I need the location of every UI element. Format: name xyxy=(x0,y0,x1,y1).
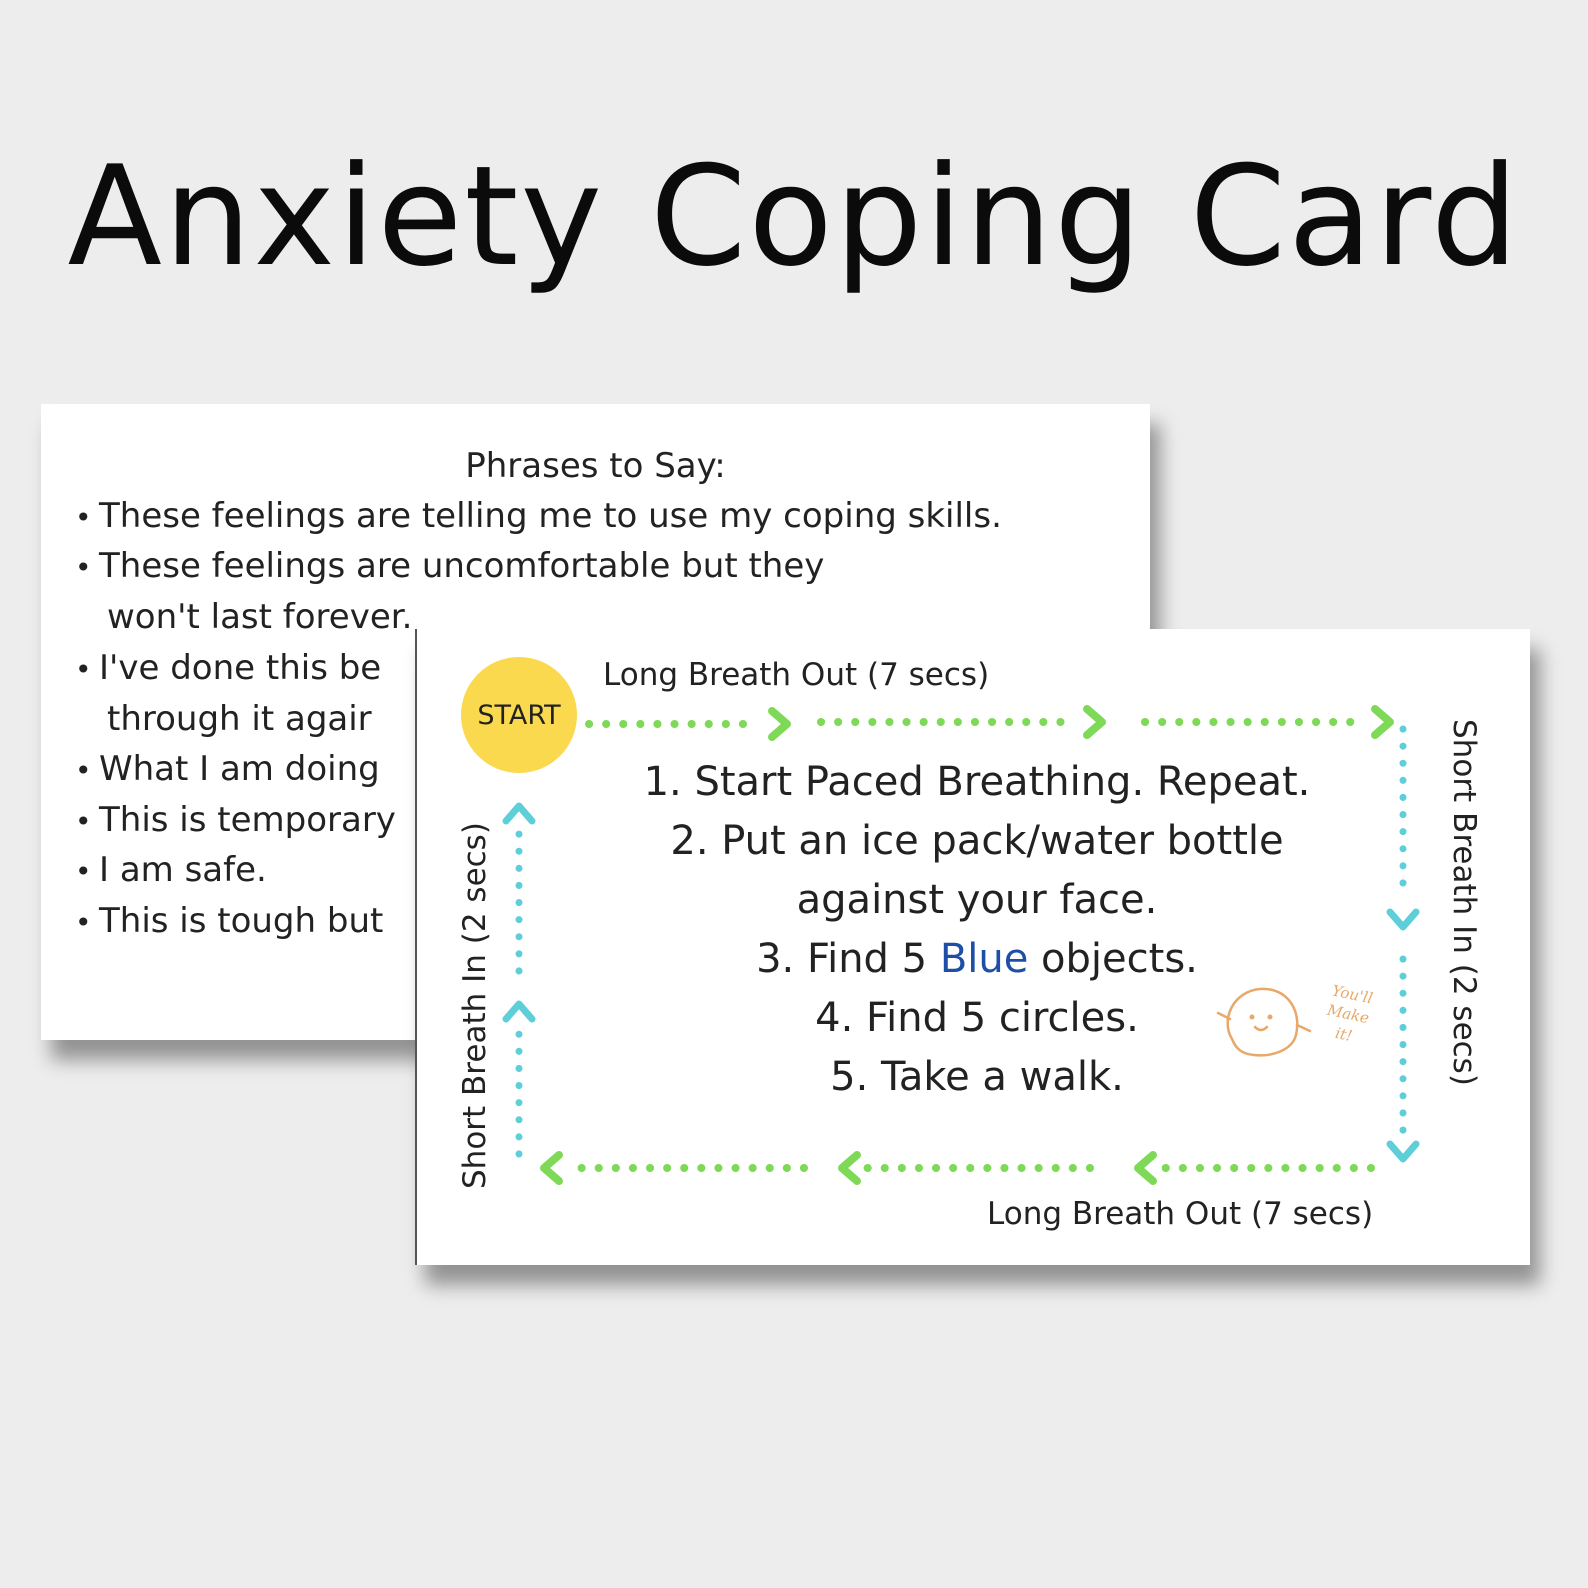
phrase-text: I am safe. xyxy=(99,850,267,890)
phrase-item: • I am safe. xyxy=(75,850,267,890)
step-2: 2. Put an ice pack/water bottle xyxy=(670,818,1284,864)
arrow-down-icon xyxy=(1390,912,1416,927)
page-title: Anxiety Coping Card xyxy=(67,136,1521,297)
bottom-edge-label: Long Breath Out (7 secs) xyxy=(987,1196,1374,1232)
arrow-up-icon xyxy=(506,1004,532,1019)
arrow-left-icon xyxy=(1138,1155,1153,1181)
phrases-heading: Phrases to Say: xyxy=(465,446,726,486)
step-3 xyxy=(577,936,1377,982)
smiley-blob-icon xyxy=(1212,979,1322,1064)
step-2-continued: against your face. xyxy=(796,877,1158,923)
arrow-right-icon xyxy=(772,711,787,737)
start-badge xyxy=(461,657,577,773)
phrase-item: • I've done this be through it agair xyxy=(75,648,382,739)
phrase-text: This is temporary xyxy=(99,800,396,840)
start-label: START xyxy=(477,699,561,731)
arrow-left-icon xyxy=(544,1155,559,1181)
arrow-up-icon xyxy=(506,806,532,821)
arrow-right-icon xyxy=(1375,709,1390,735)
phrase-item: • This is temporary xyxy=(75,800,396,840)
breathing-card xyxy=(415,629,1530,1265)
phrase-item: • These feelings are telling me to use my coping skills. xyxy=(75,496,1002,536)
step-3-prefix: 3. Find 5 xyxy=(756,936,940,982)
phrase-text: These feelings are telling me to use my coping skills. xyxy=(99,496,1002,536)
top-edge-label: Long Breath Out (7 secs) xyxy=(603,657,990,693)
phrase-item: • This is tough but xyxy=(75,901,384,941)
step-4: 4. Find 5 circles. xyxy=(815,995,1139,1041)
phrase-text: I've done this be xyxy=(99,648,382,688)
arrow-left-icon xyxy=(842,1155,857,1181)
step-3-suffix: objects. xyxy=(1028,936,1198,982)
right-edge-label: Short Breath In (2 secs) xyxy=(1446,719,1482,1086)
phrase-text: What I am doing xyxy=(99,749,380,789)
doodle-caption: You'll Make it! xyxy=(1325,981,1375,1045)
phrase-text: These feelings are uncomfortable but they xyxy=(99,546,825,586)
phrase-item: • These feelings are uncomfortable but they won't last forever. xyxy=(75,546,825,637)
phrase-continuation: won't last forever. xyxy=(107,597,413,637)
step-3-highlight: Blue xyxy=(939,936,1029,982)
left-edge-label: Short Breath In (2 secs) xyxy=(457,822,493,1189)
phrase-item: • What I am doing xyxy=(75,749,380,789)
step-5: 5. Take a walk. xyxy=(830,1054,1124,1100)
step-1: 1. Start Paced Breathing. Repeat. xyxy=(643,759,1311,805)
phrase-continuation: through it agair xyxy=(107,699,372,739)
arrow-right-icon xyxy=(1087,709,1102,735)
phrase-text: This is tough but xyxy=(99,901,384,941)
arrow-down-icon xyxy=(1390,1144,1416,1159)
